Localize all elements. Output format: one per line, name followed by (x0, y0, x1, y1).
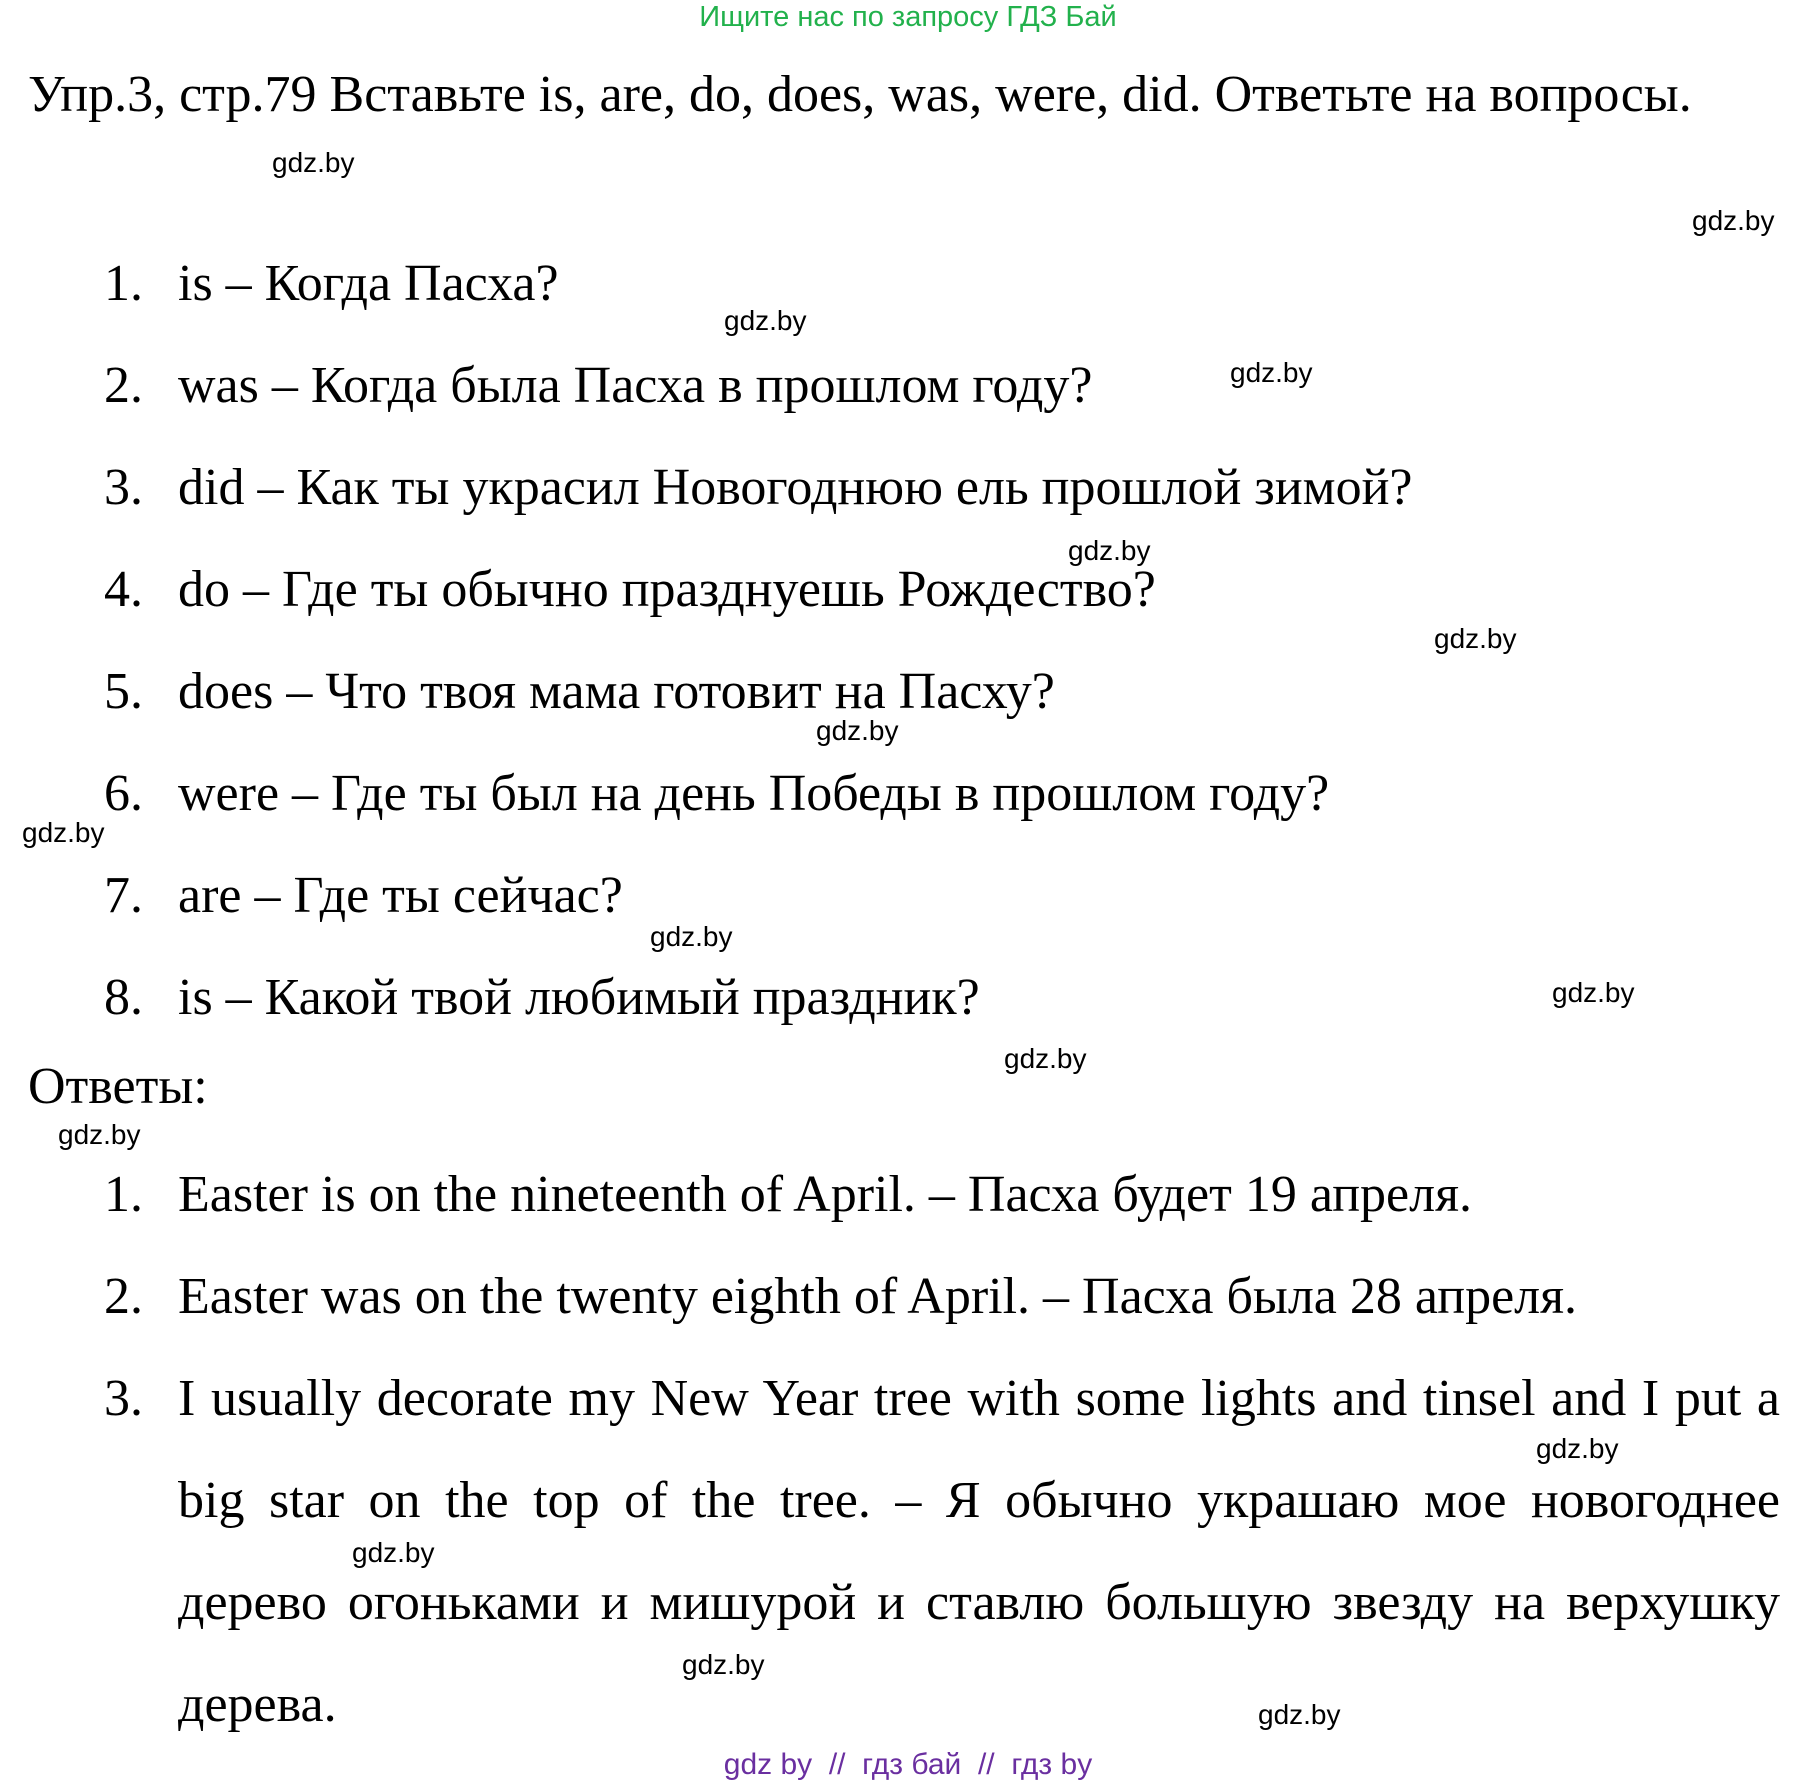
watermark: gdz.by (1004, 1043, 1087, 1074)
watermark: gdz.by (272, 147, 355, 178)
question-number: 6. (104, 765, 143, 822)
answer-text: Easter is on the nineteenth of April. – Пасха будет 19 апреля. (178, 1166, 1472, 1223)
answer-number: 3. (104, 1370, 143, 1427)
watermark: gdz.by (58, 1119, 141, 1150)
question-text: do – Где ты обычно празднуешь Рождество? (178, 561, 1156, 618)
watermark: gdz.by (1434, 623, 1517, 654)
question-number: 3. (104, 459, 143, 516)
question-text: was – Когда была Пасха в прошлом году? (178, 357, 1093, 414)
watermark: gdz.by (1536, 1433, 1619, 1464)
top-banner: Ищите нас по запросу ГДЗ Бай (699, 1, 1117, 33)
watermark: gdz.by (816, 715, 899, 746)
question-number: 4. (104, 561, 143, 618)
question-text: are – Где ты сейчас? (178, 867, 623, 924)
question-number: 8. (104, 969, 143, 1026)
watermark: gdz.by (1692, 205, 1775, 236)
watermark: gdz.by (1230, 357, 1313, 388)
watermark: gdz.by (22, 817, 105, 848)
answers-heading: Ответы: (28, 1058, 208, 1115)
question-text: is – Какой твой любимый праздник? (178, 969, 980, 1026)
watermark: gdz.by (724, 305, 807, 336)
footer-links: gdz by // гдз бай // гдз by (723, 1748, 1093, 1781)
watermark: gdz.by (1552, 977, 1635, 1008)
watermark: gdz.by (1258, 1699, 1341, 1730)
question-number: 1. (104, 255, 143, 312)
answer-text: I usually decorate my New Year tree with some lights and tinsel and I put a big star on the top of the tree. – Я обычно украшаю мое новогоднее дерево огоньками и мишурой и ставлю большую звезду на верхушку дерева. (178, 1370, 1780, 1733)
answer-text: Easter was on the twenty eighth of April. – Пасха была 28 апреля. (178, 1268, 1578, 1325)
answer-number: 2. (104, 1268, 143, 1325)
question-text: does – Что твоя мама готовит на Пасху? (178, 663, 1055, 720)
question-number: 7. (104, 867, 143, 924)
watermark: gdz.by (682, 1649, 765, 1680)
question-number: 5. (104, 663, 143, 720)
answer-number: 1. (104, 1166, 143, 1223)
exercise-title: Упр.3, стр.79 Вставьте is, are, do, does, was, were, did. Ответьте на вопросы. (28, 66, 1692, 123)
question-text: is – Когда Пасха? (178, 255, 559, 312)
watermark: gdz.by (1068, 535, 1151, 566)
question-number: 2. (104, 357, 143, 414)
question-text: did – Как ты украсил Новогоднюю ель прошлой зимой? (178, 459, 1413, 516)
watermark: gdz.by (650, 921, 733, 952)
watermark: gdz.by (352, 1537, 435, 1568)
question-text: were – Где ты был на день Победы в прошлом году? (178, 765, 1330, 822)
